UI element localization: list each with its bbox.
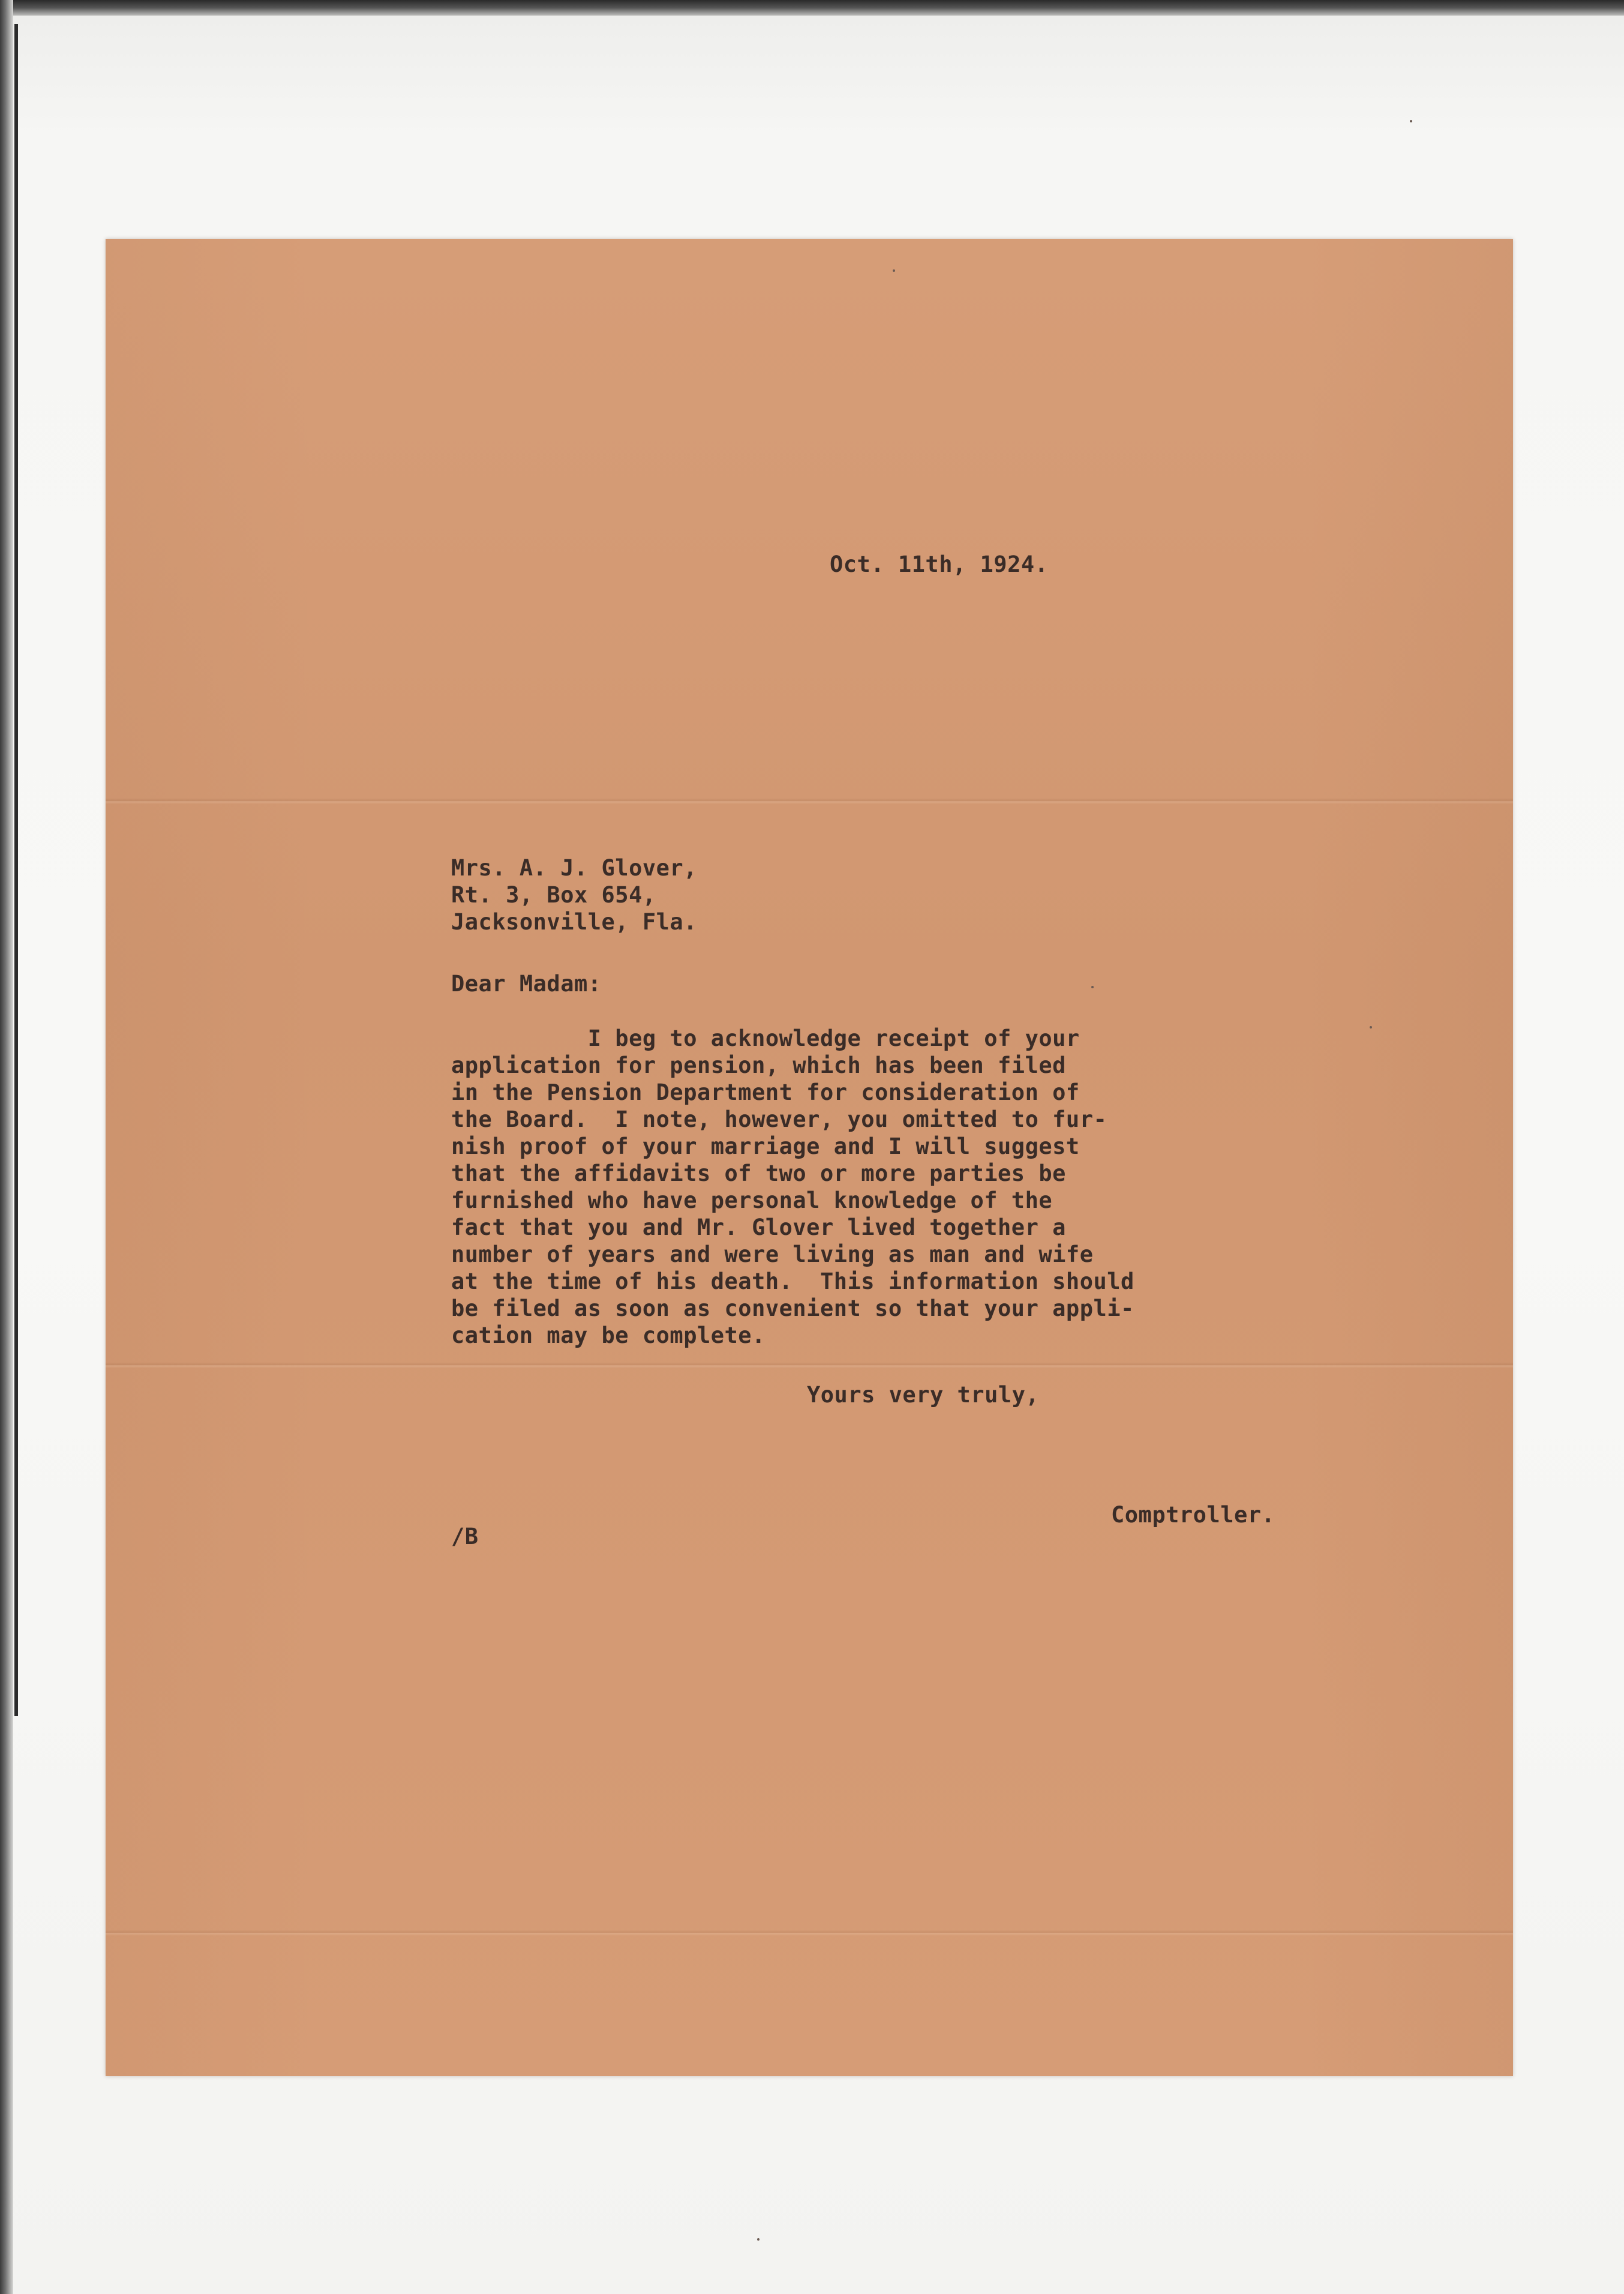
typist-initials: /B (451, 1524, 479, 1549)
body-line: cation may be complete. (451, 1323, 766, 1348)
body-line: fact that you and Mr. Glover lived together a (451, 1215, 1066, 1240)
complimentary-close: Yours very truly, (807, 1382, 1040, 1408)
salutation: Dear Madam: (451, 971, 602, 997)
body-line: the Board. I note, however, you omitted to fur- (451, 1106, 1107, 1132)
scan-speck (1410, 120, 1412, 122)
letter-body (451, 1025, 1387, 1349)
address-line: Mrs. A. J. Glover, (451, 855, 697, 881)
body-line: furnished who have personal knowledge of the (451, 1188, 1053, 1213)
scanner-top-edge (0, 0, 1624, 16)
scanner-left-border (14, 24, 18, 1716)
body-line: number of years and were living as man and wife (451, 1242, 1094, 1267)
body-line: in the Pension Department for consideration of (451, 1079, 1080, 1105)
letter-sheet (106, 239, 1513, 2076)
paper-speck (1370, 1026, 1372, 1028)
recipient-address (451, 854, 697, 935)
signature-title: Comptroller. (1111, 1502, 1275, 1528)
paper-speck (1091, 986, 1094, 988)
paper-speck (893, 269, 895, 272)
scanner-left-edge (0, 0, 13, 2294)
body-line: nish proof of your marriage and I will suggest (451, 1133, 1080, 1159)
typed-letter (106, 239, 1513, 2076)
body-line: application for pension, which has been filed (451, 1052, 1066, 1078)
body-line: be filed as soon as convenient so that your appli- (451, 1296, 1134, 1321)
address-line: Jacksonville, Fla. (451, 909, 697, 935)
body-line: that the affidavits of two or more parties be (451, 1161, 1066, 1186)
scan-speck (757, 2238, 760, 2241)
body-line: I beg to acknowledge receipt of your (451, 1025, 1080, 1051)
address-line: Rt. 3, Box 654, (451, 882, 656, 908)
body-line: at the time of his death. This information should (451, 1269, 1134, 1294)
letter-date: Oct. 11th, 1924. (830, 551, 1049, 577)
